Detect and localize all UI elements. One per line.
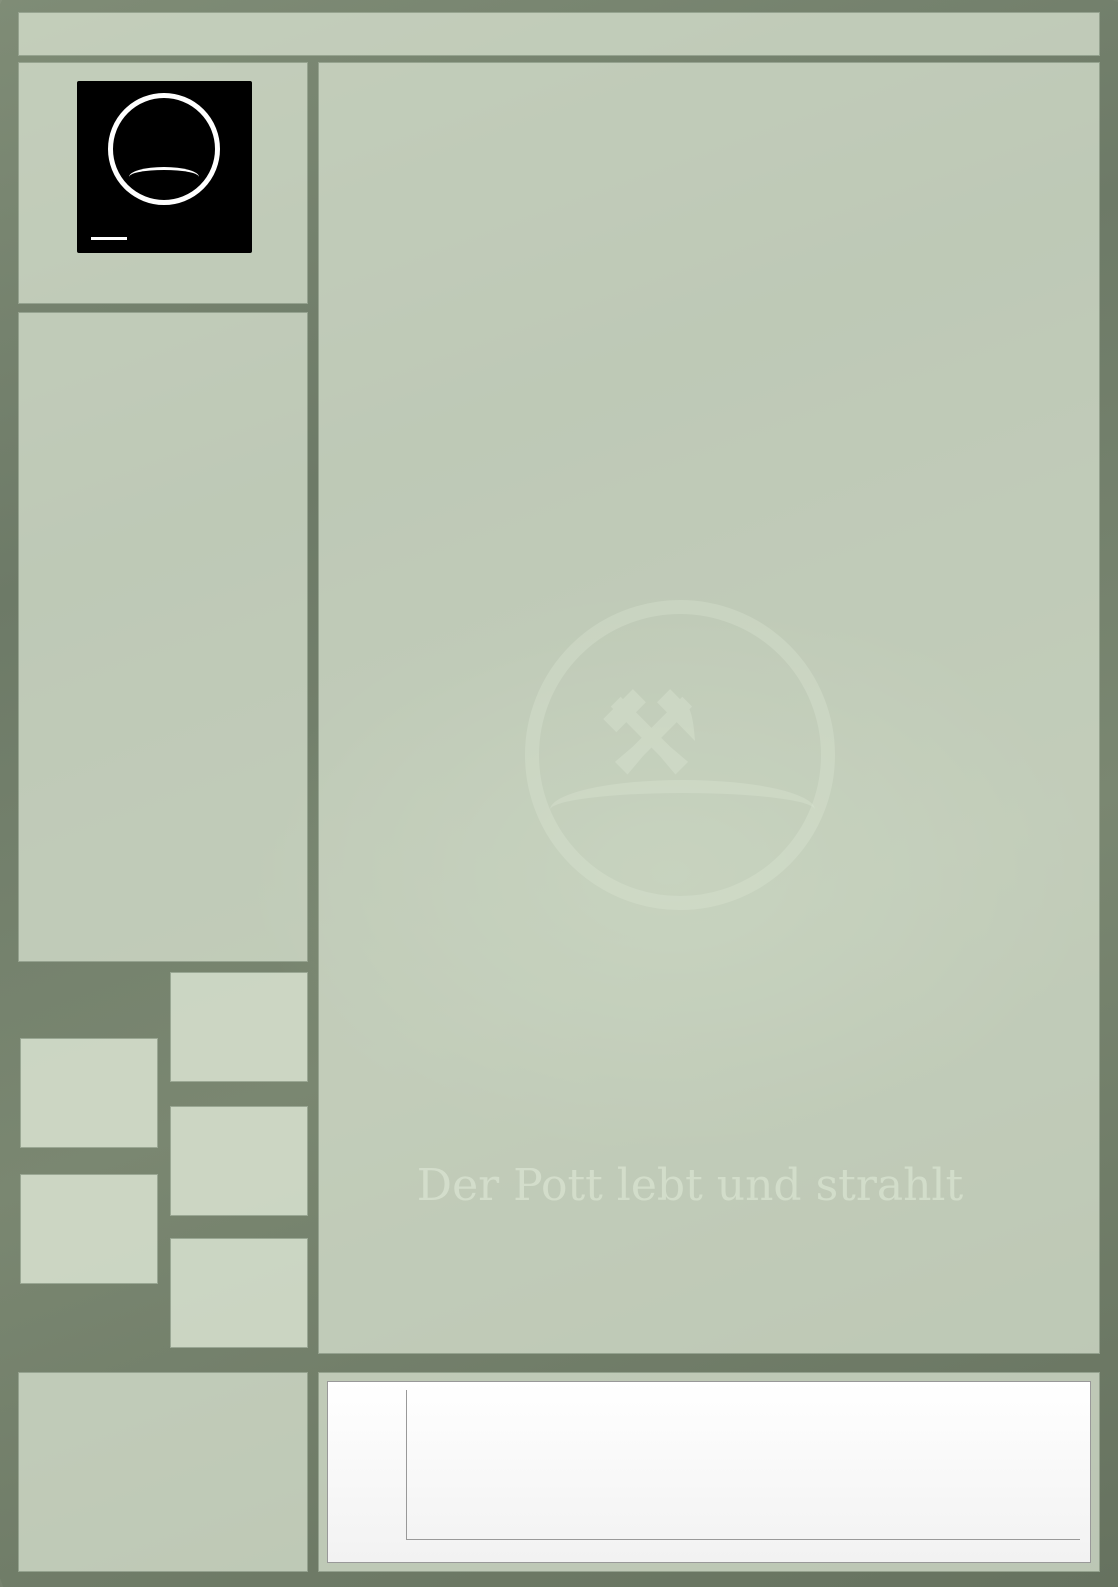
logo-wave-icon <box>129 167 199 181</box>
logo-underline <box>91 237 127 240</box>
address-phone <box>35 1441 291 1459</box>
hitzone-left-shoulder <box>170 1106 308 1216</box>
address-line-1 <box>35 1387 291 1405</box>
game-stats-panel <box>18 312 308 962</box>
chart-plot-area <box>406 1390 1080 1540</box>
game-datetime <box>33 335 293 341</box>
address-panel <box>18 1372 308 1572</box>
chart-canvas <box>327 1381 1091 1563</box>
header-bar <box>18 12 1100 56</box>
club-logo <box>77 81 252 253</box>
score-progression-chart <box>318 1372 1100 1572</box>
logo-ring-icon <box>108 93 220 205</box>
address-line-2 <box>35 1405 291 1423</box>
scoreboard-panel <box>318 62 1100 1354</box>
hitzone-right-shoulder <box>170 972 308 1082</box>
hitzone-front <box>20 1038 158 1148</box>
hitzone-back <box>20 1174 158 1284</box>
hitzone-phasor <box>170 1238 308 1348</box>
logo-panel <box>18 62 308 304</box>
address-line-3 <box>35 1423 291 1441</box>
